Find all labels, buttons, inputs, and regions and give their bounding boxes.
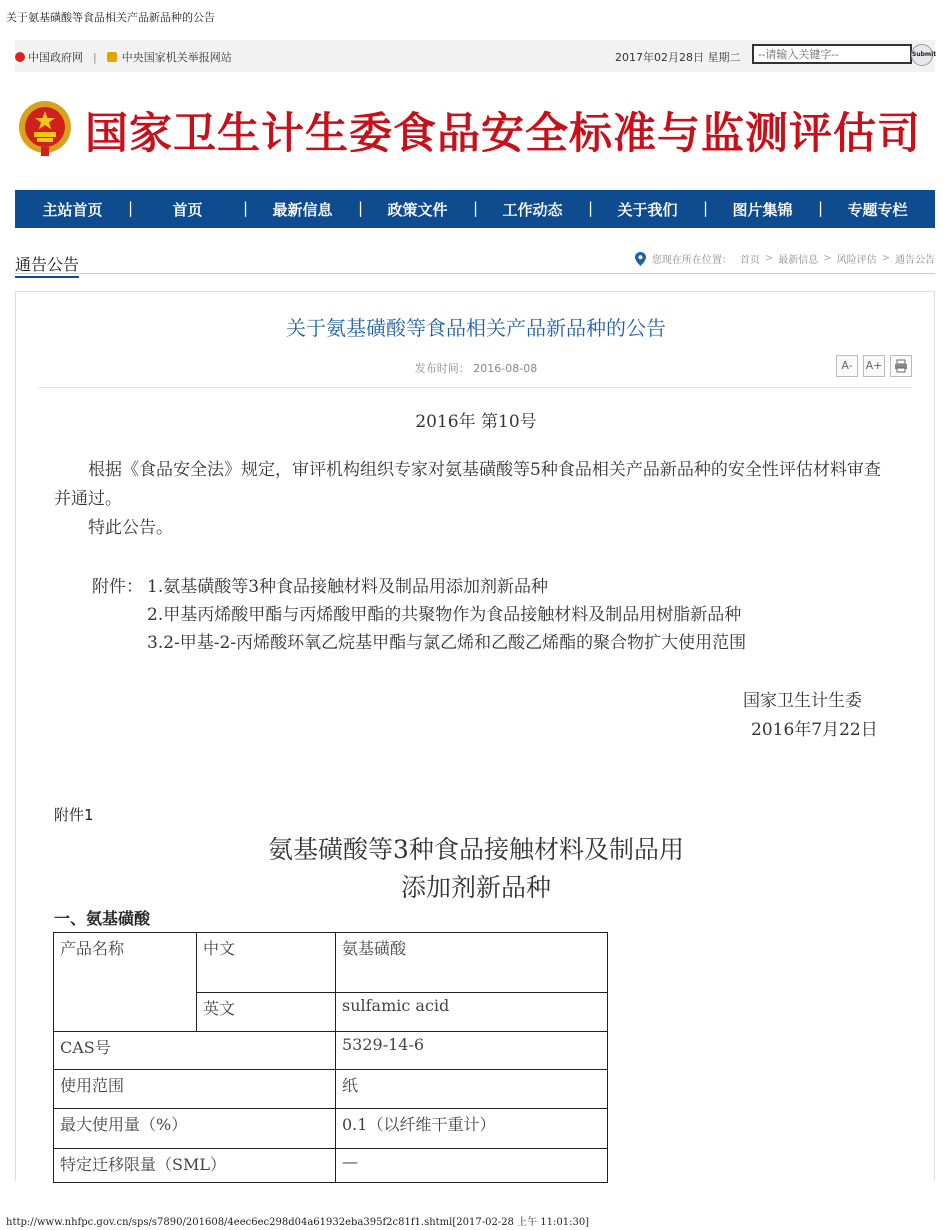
- top-bar: [15, 40, 935, 72]
- article-title: 关于氨基磺酸等食品相关产品新品种的公告: [286, 316, 666, 340]
- nav-item-about[interactable]: | 关于我们: [590, 199, 705, 220]
- cell-cas-value: 5329-14-6: [336, 1032, 608, 1070]
- section-header: [15, 250, 935, 274]
- table-row: [54, 933, 608, 993]
- article-panel: [15, 291, 935, 1181]
- cell-scope-label: 使用范围: [54, 1070, 336, 1109]
- breadcrumb-notice[interactable]: 通告公告: [895, 255, 935, 266]
- location-label: 您现在所在位置：: [651, 255, 732, 266]
- table-row: [54, 1149, 608, 1183]
- nav-item-main-home[interactable]: 主站首页: [42, 200, 103, 219]
- site-banner: [15, 95, 935, 165]
- banner-title: 国家卫生计生委食品安全标准与监测评估司: [85, 109, 921, 159]
- search-input[interactable]: --请输入关键字--: [752, 44, 912, 64]
- signer: 国家卫生计生委: [743, 691, 862, 711]
- cell-cn-label: 中文: [197, 933, 336, 993]
- article-tools: [836, 355, 912, 377]
- breadcrumb-separator: >: [881, 253, 890, 264]
- attachment-1-label: 附件1: [54, 806, 94, 824]
- attachment-heading-line1: 氨基磺酸等3种食品接触材料及制品用: [268, 835, 684, 864]
- spec-table: [53, 932, 608, 1183]
- cell-en-value: sulfamic acid: [336, 993, 608, 1032]
- document-number: 2016年 第10号: [415, 412, 537, 432]
- cell-cn-value: 氨基磺酸: [336, 933, 608, 993]
- breadcrumb-risk[interactable]: 风险评估: [836, 255, 877, 266]
- print-button[interactable]: [890, 355, 912, 377]
- attachment-link-2[interactable]: 2.甲基丙烯酸甲酯与丙烯酸甲酯的共聚物作为食品接触材料及制品用树脂新品种: [147, 605, 742, 625]
- table-row: [54, 1070, 608, 1109]
- cell-sml-value: —: [336, 1149, 608, 1183]
- body-paragraph: 根据《食品安全法》规定，审评机构组织专家对氨基磺酸等5种食品相关产品新品种的安全性评估材料审查并通过。: [54, 460, 881, 509]
- font-larger-button[interactable]: A+: [863, 355, 885, 377]
- meta-divider: [38, 387, 912, 388]
- nav-item-policy[interactable]: | 政策文件: [360, 199, 475, 220]
- print-icon: [894, 359, 908, 373]
- font-smaller-button[interactable]: A-: [836, 355, 858, 377]
- nav-item-home[interactable]: | 首页: [130, 199, 245, 220]
- print-page-title: 关于氨基磺酸等食品相关产品新品种的公告: [6, 11, 215, 24]
- breadcrumb-separator: >: [764, 253, 774, 264]
- breadcrumb-home[interactable]: 首页: [739, 255, 760, 266]
- report-link[interactable]: 中央国家机关举报网站: [107, 49, 232, 65]
- national-emblem-icon: [17, 97, 73, 157]
- table-row: [54, 1032, 608, 1070]
- cell-max-value: 0.1（以纤维干重计）: [336, 1109, 608, 1149]
- cell-scope-value: 纸: [336, 1070, 608, 1109]
- nav-item-gallery[interactable]: | 图片集锦: [705, 199, 820, 220]
- emblem-small-icon: [15, 52, 25, 62]
- cell-max-label: 最大使用量（%）: [54, 1109, 336, 1149]
- breadcrumb: [635, 251, 935, 266]
- cell-product-name: 产品名称: [54, 933, 197, 1032]
- sign-date: 2016年7月22日: [751, 720, 878, 740]
- main-nav: [15, 190, 935, 228]
- nav-item-latest[interactable]: | 最新信息: [245, 199, 360, 220]
- table-row: [54, 1109, 608, 1149]
- report-icon: [107, 52, 117, 62]
- location-pin-icon: [635, 252, 646, 266]
- page-url-footer: http://www.nhfpc.gov.cn/sps/s7890/201608/4eec6ec298d04a61932eba395f2c81f1.shtml[2017-02-28 上午 11:01:30]: [6, 1217, 590, 1228]
- nav-item-work[interactable]: | 工作动态: [475, 199, 590, 220]
- nav-item-topics[interactable]: | 专题专栏: [820, 199, 935, 220]
- attachment-heading-line2: 添加剂新品种: [400, 873, 551, 902]
- attachments-label: 附件：: [92, 577, 143, 597]
- attachment-link-3[interactable]: 3.2-甲基-2-丙烯酸环氧乙烷基甲酯与氯乙烯和乙酸乙烯酯的聚合物扩大使用范围: [147, 633, 747, 653]
- cell-sml-label: 特定迁移限量（SML）: [54, 1149, 336, 1183]
- sub-heading: 一、氨基磺酸: [54, 909, 151, 928]
- current-date: 2017年02月28日 星期二: [615, 51, 741, 64]
- attachment-link-1[interactable]: 1.氨基磺酸等3种食品接触材料及制品用添加剂新品种: [147, 577, 549, 597]
- link-separator: |: [93, 50, 97, 64]
- search-button[interactable]: Submit: [911, 44, 933, 66]
- top-links: [15, 49, 232, 65]
- gov-link[interactable]: 中国政府网: [15, 49, 83, 65]
- breadcrumb-separator: >: [823, 253, 832, 264]
- publish-date: 发布时间： 2016-08-08: [414, 362, 538, 375]
- breadcrumb-latest[interactable]: 最新信息: [778, 255, 819, 266]
- closing-line: 特此公告。: [88, 518, 173, 538]
- cell-en-label: 英文: [197, 993, 336, 1032]
- section-title: 通告公告: [15, 252, 79, 278]
- cell-cas-label: CAS号: [54, 1032, 336, 1070]
